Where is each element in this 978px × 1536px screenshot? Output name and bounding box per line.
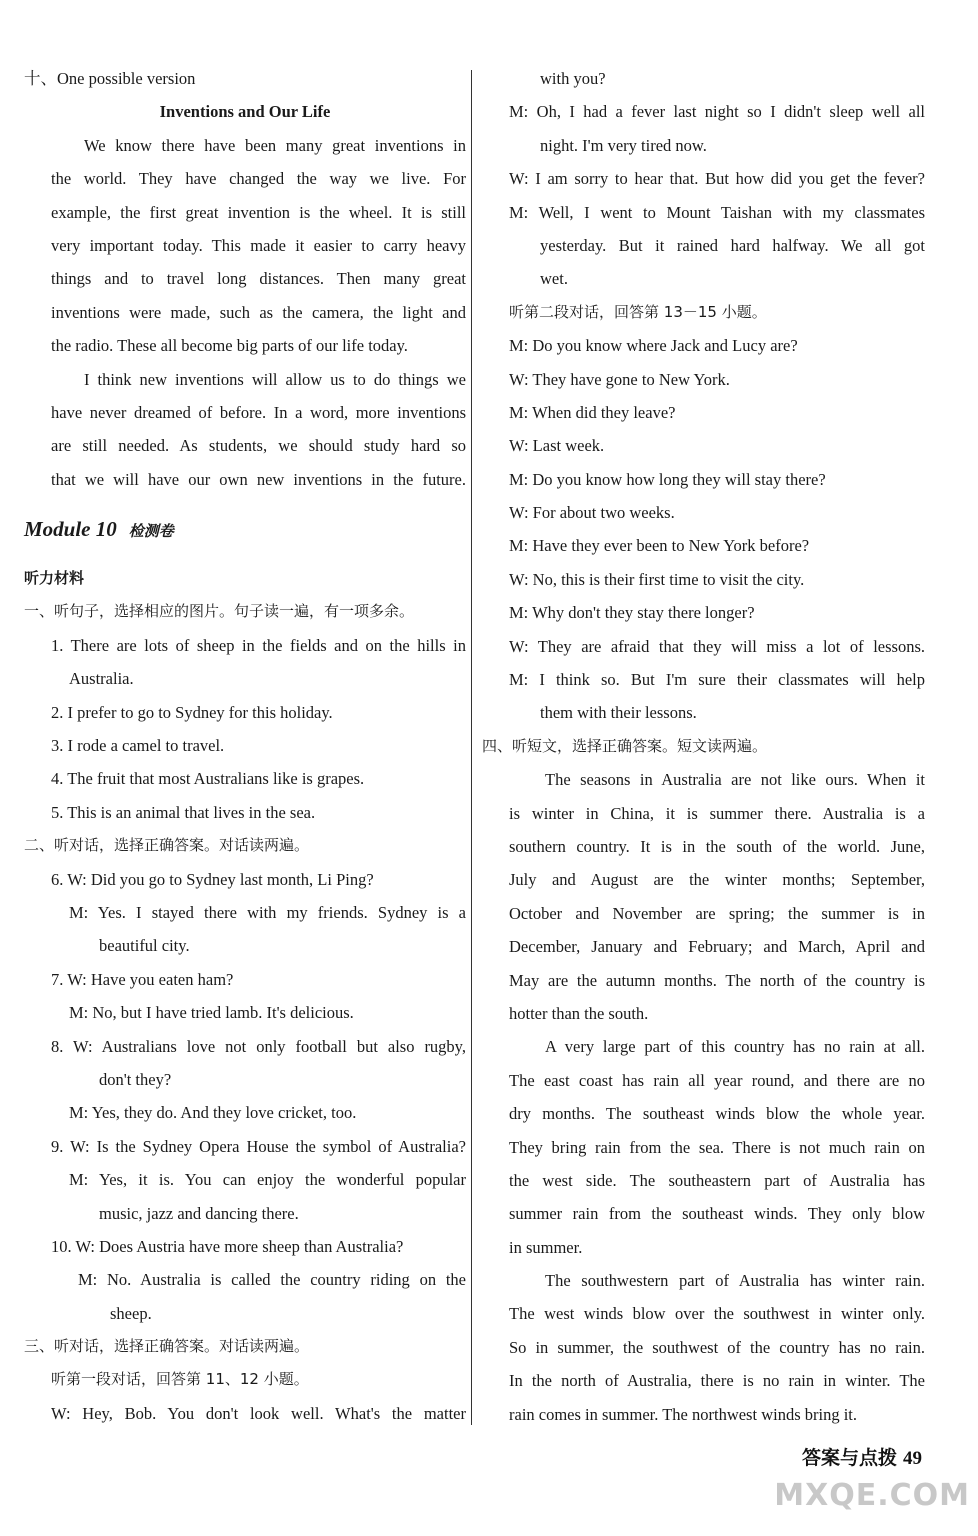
passage-line: rain comes in summer. The northwest winds bring it. [509, 1404, 857, 1424]
listening-heading: 听力材料 [24, 569, 85, 588]
passage-line: The west winds blow over the southwest in winter only. [509, 1304, 925, 1324]
dialog-line: M: Why don't they stay there longer? [509, 603, 755, 623]
part2-line: 9. W: Is the Sydney Opera House the symbol of Australia? [51, 1136, 466, 1156]
passage-line: July and August are the winter months; September, [509, 870, 925, 890]
passage-line: The east coast has rain all year round, and there are no [509, 1070, 925, 1090]
footer-label: 答案与点拨 [801, 1447, 897, 1469]
dialog-line: M: Do you know where Jack and Lucy are? [509, 336, 798, 356]
part1-line: Australia. [69, 669, 134, 689]
part2-line: M: No, but I have tried lamb. It's delicious. [69, 1003, 354, 1023]
essay-line: I think new inventions will allow us to do things we [84, 369, 466, 389]
essay-line: are still needed. As students, we should study hard so [51, 436, 466, 456]
passage-line: the west side. The southeastern part of Australia has [509, 1170, 925, 1190]
page-number: 49 [903, 1448, 922, 1469]
passage-line: December, January and February; and March, April and [509, 937, 925, 957]
part2-line: sheep. [110, 1303, 152, 1323]
passage-line: dry months. The southeast winds blow the whole year. [509, 1104, 925, 1124]
part2-line: 10. W: Does Austria have more sheep than Australia? [51, 1236, 404, 1256]
passage-line: The seasons in Australia are not like ours. When it [545, 770, 925, 790]
watermark: MXQE.COM [774, 1478, 970, 1513]
part2-title: 二、听对话，选择正确答案。对话读两遍。 [24, 836, 310, 855]
passage-line: October and November are spring; the summer is in [509, 903, 925, 923]
passage-line: So in summer, the southwest of the country has no rain. [509, 1337, 925, 1357]
part4-title: 四、听短文，选择正确答案。短文读两遍。 [482, 736, 768, 755]
dialog-line: M: Well, I went to Mount Taishan with my classmates [509, 202, 925, 222]
dialog-line: W: Last week. [509, 436, 605, 456]
part1-line: 5. This is an animal that lives in the sea. [51, 802, 316, 822]
part2-line: 7. W: Have you eaten ham? [51, 969, 234, 989]
dialog-line: M: Do you know how long they will stay there? [509, 469, 826, 489]
part2-line: beautiful city. [99, 936, 190, 956]
essay-line: the world. They have changed the way we live. For [51, 169, 466, 189]
part1-line: 4. The fruit that most Australians like is grapes. [51, 769, 365, 789]
dialog-line: night. I'm very tired now. [540, 135, 707, 155]
part2-line: M: Yes. I stayed there with my friends. Sydney is a [69, 902, 466, 922]
essay-line: that we will have our own new inventions in the future. [51, 469, 466, 489]
passage-line: southern country. It is in the south of the world. June, [509, 836, 925, 856]
part1-line: 1. There are lots of sheep in the fields and on the hills in [51, 635, 466, 655]
dialog-line: W: I am sorry to hear that. But how did you get the fever? [509, 169, 925, 189]
page-footer [802, 1443, 922, 1470]
part3-subheading: 听第二段对话，回答第 13－15 小题。 [509, 302, 767, 321]
passage-line: hotter than the south. [509, 1003, 649, 1023]
passage-line: They bring rain from the sea. There is not much rain on [509, 1137, 925, 1157]
dialog-line: W: No, this is their first time to visit the city. [509, 569, 805, 589]
part2-line: M: Yes, it is. You can enjoy the wonderful popular [69, 1170, 466, 1190]
part1-line: 2. I prefer to go to Sydney for this holiday. [51, 702, 333, 722]
passage-line: is winter in China, it is summer there. Australia is a [509, 803, 925, 823]
passage-line: summer rain from the southeast winds. They only blow [509, 1204, 925, 1224]
part2-line: don't they? [99, 1069, 172, 1089]
part1-title: 一、听句子，选择相应的图片。句子读一遍，有一项多余。 [24, 602, 415, 621]
dialog-line: M: When did they leave? [509, 402, 676, 422]
part2-line: M: Yes, they do. And they love cricket, too. [69, 1103, 357, 1123]
essay-line: things and to travel long distances. Then many great [51, 269, 466, 289]
module-subtitle: 检测卷 [128, 524, 174, 541]
part2-line: M: No. Australia is called the country riding on the [78, 1270, 466, 1290]
dialog-line: W: For about two weeks. [509, 503, 675, 523]
essay-line: We know there have been many great inventions in [84, 135, 466, 155]
column-divider [471, 70, 472, 1425]
dialog-line: M: Have they ever been to New York before? [509, 536, 810, 556]
passage-line: In the north of Australia, there is no rain in winter. The [509, 1371, 925, 1391]
dialog-line: with you? [540, 69, 606, 88]
section-10-header: 十、One possible version [24, 69, 196, 88]
dialog-line: yesterday. But it rained hard halfway. We all got [540, 235, 925, 255]
dialog-line: M: I think so. But I'm sure their classmates will help [509, 670, 925, 690]
essay-line: the radio. These all become big parts of our life today. [51, 336, 408, 356]
right-column [482, 62, 925, 1431]
dialog-line: them with their lessons. [540, 703, 697, 723]
dialog-line: wet. [540, 269, 568, 289]
dialog-line: W: They are afraid that they will miss a lot of lessons. [509, 636, 925, 656]
part2-line: music, jazz and dancing there. [99, 1203, 299, 1223]
part2-line: 6. W: Did you go to Sydney last month, Li Ping? [51, 869, 374, 889]
module-title: Module 10 [24, 517, 117, 542]
part2-line: 8. W: Australians love not only football but also rugby, [51, 1036, 466, 1056]
essay-title: Inventions and Our Life [159, 102, 331, 122]
dialog-line: M: Oh, I had a fever last night so I didn't sleep well all [509, 102, 925, 122]
passage-line: A very large part of this country has no rain at all. [545, 1037, 925, 1057]
dialog-line: W: Hey, Bob. You don't look well. What's the matter [51, 1403, 466, 1423]
essay-line: example, the first great invention is the wheel. It is still [51, 202, 466, 222]
part1-line: 3. I rode a camel to travel. [51, 736, 225, 756]
part3-title: 三、听对话，选择正确答案。对话读两遍。 [24, 1337, 310, 1356]
module-heading [24, 496, 466, 562]
dialog-line: W: They have gone to New York. [509, 369, 730, 389]
left-column [24, 62, 466, 1430]
essay-line: inventions were made, such as the camera, the light and [51, 302, 466, 322]
part3-subheading: 听第一段对话，回答第 11、12 小题。 [51, 1370, 309, 1389]
passage-line: The southwestern part of Australia has winter rain. [545, 1271, 925, 1291]
essay-line: very important today. This made it easier to carry heavy [51, 235, 466, 255]
passage-line: May are the autumn months. The north of the country is [509, 970, 925, 990]
passage-line: in summer. [509, 1237, 583, 1257]
essay-line: have never dreamed of before. In a word, more inventions [51, 402, 466, 422]
